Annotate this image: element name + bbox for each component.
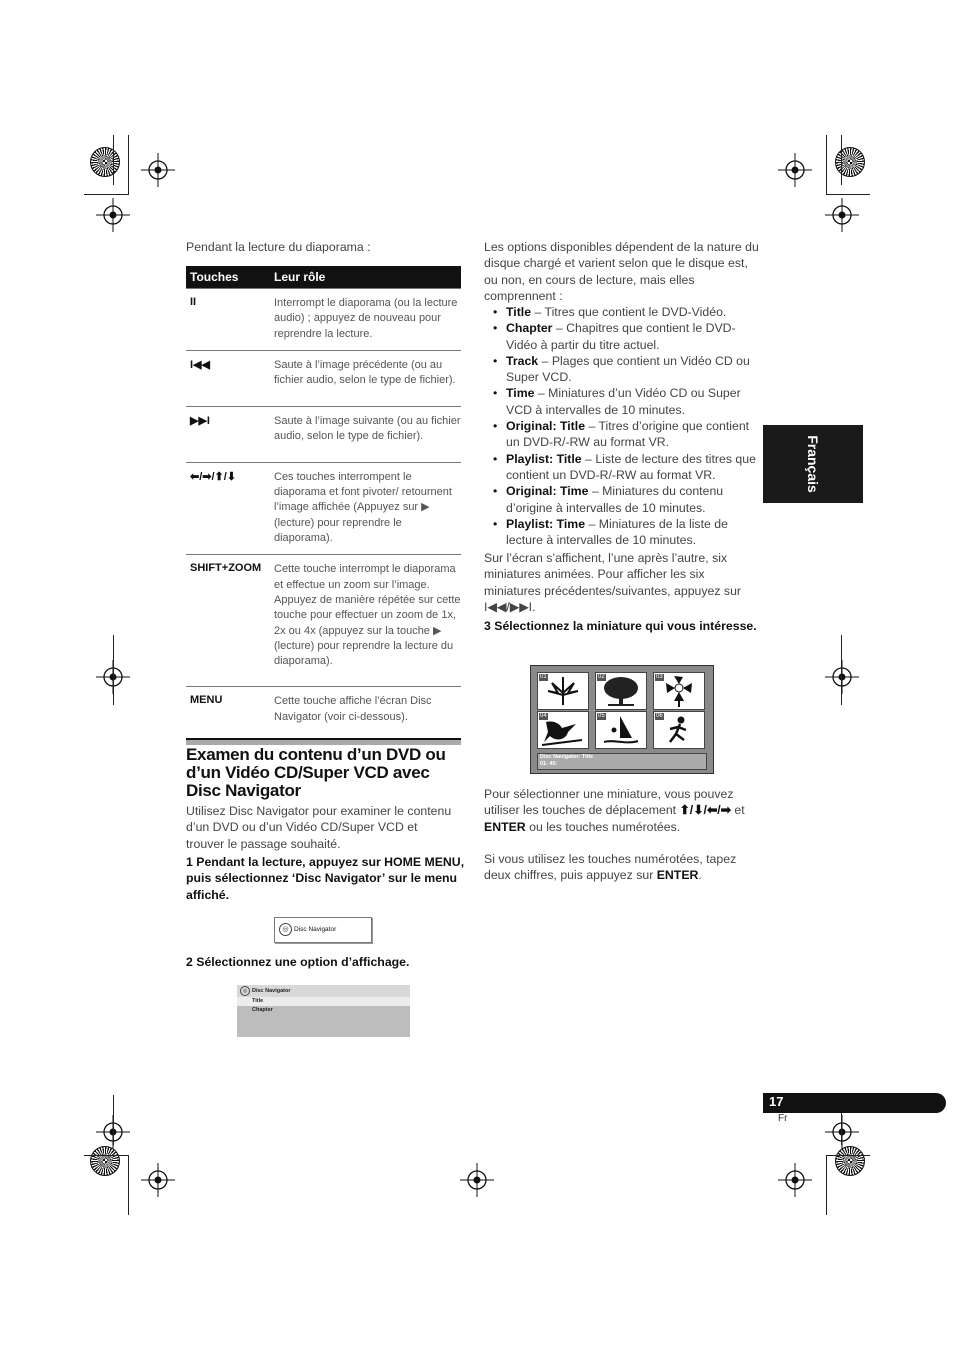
disc-icon: ◎ bbox=[240, 986, 250, 996]
key-shift-zoom: SHIFT+ZOOM bbox=[186, 555, 270, 687]
crosshair-icon bbox=[141, 153, 175, 187]
table-row bbox=[186, 462, 461, 554]
registration-sun-icon bbox=[835, 1146, 865, 1176]
thumbnail[interactable]: 01 bbox=[537, 672, 589, 710]
role-text: Interrompt le diaporama (ou la lecture audio) ; appuyez de nouveau pour reprendre la lecture. bbox=[270, 289, 461, 351]
crosshair-icon bbox=[96, 198, 130, 232]
keys-table bbox=[186, 266, 461, 740]
key-next: ▶▶I bbox=[186, 406, 270, 462]
list-item: • Playlist: Time – Miniatures de la liste de lecture à intervalles de 10 minutes. bbox=[484, 516, 760, 549]
options-intro: Les options disponibles dépendent de la nature du disque chargé et varient selon que le disque est, ou non, en cours de lecture, mais elles comprennent : bbox=[484, 240, 759, 303]
status-bar bbox=[537, 753, 707, 770]
table-row bbox=[186, 555, 461, 687]
disc-navigator-menu-item bbox=[274, 917, 372, 943]
registration-sun-icon bbox=[90, 147, 120, 177]
disc-icon: ◎ bbox=[279, 923, 292, 936]
role-text: Ces touches interrompent le diaporama et font pivoter/ retournent l’image affichée (Appuyez sur ▶ (lecture) pour reprendre le diaporama). bbox=[270, 462, 461, 554]
crosshair-icon bbox=[460, 1163, 494, 1197]
thumbnail[interactable]: 06 bbox=[653, 711, 705, 749]
crosshair-icon bbox=[141, 1163, 175, 1197]
page-number: 17 bbox=[769, 1094, 784, 1109]
option-title: Title bbox=[252, 998, 264, 1004]
list-item: • Playlist: Title – Liste de lecture des titres que contient un DVD-R/-RW au format VR. bbox=[484, 451, 760, 484]
table-row bbox=[186, 406, 461, 462]
thumbnail[interactable]: 04 bbox=[537, 711, 589, 749]
status-line-1: Disc Navigator: Title bbox=[540, 754, 594, 760]
thumbnail-screen bbox=[530, 665, 714, 774]
key-arrows: ⬅/➡/⬆/⬇ bbox=[186, 462, 270, 554]
option-chapter: Chapter bbox=[252, 1007, 273, 1013]
status-line-2: 01- 45: bbox=[540, 761, 558, 767]
thumbnail[interactable]: 02 bbox=[595, 672, 647, 710]
list-item: • Original: Title – Titres d’origine que contient un DVD-R/-RW au format VR. bbox=[484, 418, 760, 451]
header-role: Leur rôle bbox=[270, 266, 461, 289]
header-keys: Touches bbox=[186, 266, 270, 289]
key-previous: I◀◀ bbox=[186, 350, 270, 406]
role-text: Cette touche interrompt le diaporama et effectue un zoom sur l’image. Appuyez de manière répétée sur cette touche pour effectuer un zoom de 1x, 2x ou 4x (appuyez sur la touche ▶ (lecture) pour reprendre la lecture du diaporama). bbox=[270, 555, 461, 687]
screen-title: Disc Navigator bbox=[252, 988, 291, 994]
table-row bbox=[186, 350, 461, 406]
list-item: • Track – Plages que contient un Vidéo CD ou Super VCD. bbox=[484, 353, 760, 386]
table-row bbox=[186, 289, 461, 351]
options-list bbox=[484, 304, 760, 548]
language-tab: Français bbox=[763, 425, 863, 503]
disc-navigator-label: Disc Navigator bbox=[294, 926, 337, 933]
step-1: 1 Pendant la lecture, appuyez sur HOME MENU, puis sélectionnez ‘Disc Navigator’ sur le menu affiché. bbox=[186, 855, 465, 902]
options-after: Sur l’écran s’affichent, l’une après l’autre, six miniatures animées. Pour afficher les six miniatures précédentes/suivantes, appuyez sur I◀◀/▶▶I. bbox=[484, 551, 742, 614]
page-number-bar bbox=[763, 1093, 946, 1113]
list-item: • Time – Miniatures d’un Vidéo CD ou Super VCD à intervalles de 10 minutes. bbox=[484, 385, 760, 418]
step-2: 2 Sélectionnez une option d’affichage. bbox=[186, 955, 410, 969]
crosshair-icon bbox=[778, 153, 812, 187]
section-heading: Examen du contenu d’un DVD ou d’un Vidéo CD/Super VCD avec Disc Navigator bbox=[186, 745, 446, 800]
page-language: Fr bbox=[778, 1113, 788, 1124]
table-row bbox=[186, 687, 461, 739]
crosshair-icon bbox=[825, 660, 859, 694]
thumbnail[interactable]: 03 bbox=[653, 672, 705, 710]
registration-sun-icon bbox=[835, 147, 865, 177]
crosshair-icon bbox=[825, 198, 859, 232]
select-paragraph-1: Pour sélectionner une miniature, vous pouvez utiliser les touches de déplacement ⬆/⬇/⬅/➡ et ENTER ou les touches numérotées. bbox=[484, 787, 745, 834]
list-item: • Title – Titres que contient le DVD-Vidéo. bbox=[484, 304, 760, 320]
step-3: 3 Sélectionnez la miniature qui vous intéresse. bbox=[484, 619, 757, 633]
role-text: Cette touche affiche l’écran Disc Navigator (voir ci-dessous). bbox=[270, 687, 461, 739]
select-paragraph-2: Si vous utilisez les touches numérotées, tapez deux chiffres, puis appuyez sur ENTER. bbox=[484, 852, 737, 883]
table-header-row bbox=[186, 266, 461, 289]
key-menu: MENU bbox=[186, 687, 270, 739]
thumbnail[interactable]: 05 bbox=[595, 711, 647, 749]
role-text: Saute à l’image suivante (ou au fichier audio, selon le type de fichier). bbox=[270, 406, 461, 462]
section-intro: Utilisez Disc Navigator pour examiner le contenu d’un DVD ou d’un Vidéo CD/Super VCD et trouver le passage souhaité. bbox=[186, 804, 452, 851]
list-item: • Chapter – Chapitres que contient le DVD-Vidéo à partir du titre actuel. bbox=[484, 320, 760, 353]
key-pause: II bbox=[186, 289, 270, 351]
disc-navigator-screen bbox=[237, 985, 410, 1037]
crosshair-icon bbox=[778, 1163, 812, 1197]
list-item: • Original: Time – Miniatures du contenu d’origine à intervalles de 10 minutes. bbox=[484, 483, 760, 516]
registration-sun-icon bbox=[90, 1146, 120, 1176]
crosshair-icon bbox=[825, 1115, 859, 1149]
intro-text: Pendant la lecture du diaporama : bbox=[186, 240, 371, 254]
role-text: Saute à l’image précédente (ou au fichier audio, selon le type de fichier). bbox=[270, 350, 461, 406]
